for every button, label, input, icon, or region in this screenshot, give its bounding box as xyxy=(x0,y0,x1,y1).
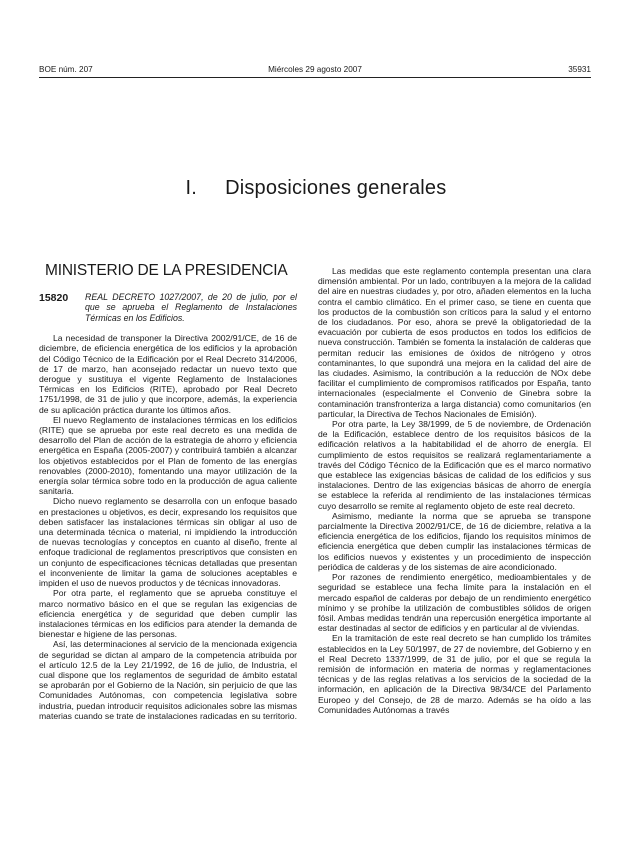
paragraph: Por razones de rendimiento energético, medioambientales y de seguridad se establece una fecha límite para la instalación en el mercado español de calderas por debajo de un rendimiento energético mínimo y se prohíbe la utilización de combustibles sólidos de origen fósil. Ambas medidas tendrán una repercusión energética importante al estar destinadas al sector de edificios y en particular al de viviendas. xyxy=(318,572,591,634)
section-title xyxy=(0,176,632,200)
paragraph: Dicho nuevo reglamento se desarrolla con un enfoque basado en prestaciones u objetivos, es decir, expresando los requisitos que deben satisfacer las instalaciones térmicas sin obligar al uso de una determinada técnica o material, ni impidiendo la introducción de nuevas tecnologías y conceptos en cuanto al diseño, frente al enfoque tradicional de reglamentos prescriptivos que consisten en un conjunto de especificaciones técnicas detalladas que presentan el inconveniente de limitar la gama de soluciones aceptables e impiden el uso de nuevos productos y de técnicas innovadoras. xyxy=(39,496,297,589)
paragraph: Las medidas que este reglamento contempla presentan una clara dimensión ambiental. Por un lado, contribuyen a la mejora de la calidad del aire en nuestras ciudades y, por otro, añaden elementos en la lucha contra el cambio climático. En el primer caso, se tiene en cuenta que los productos de la combustión son críticos para la salud y el entorno de los ciudadanos. Por eso, ahora se prevé la obligatoriedad de la evacuación por cubierta de esos productos en todos los edificios de nueva construcción. También se fomenta la instalación de calderas que permitan reducir las emisiones de óxidos de nitrógeno y otros contaminantes, lo que supondrá una mejora en la calidad del aire de las ciudades. Asimismo, la contribución a la reducción de NOx debe facilitar el cumplimiento de compromisos ratificados por España, tanto internacionales (especialmente el Convenio de Ginebra sobre la contaminación transfronteriza a larga distancia) como comunitarios (en particular, la Directiva de Techos Nacionales de Emisión). xyxy=(318,266,591,419)
header-issue: BOE núm. 207 xyxy=(39,65,93,74)
paragraph: Por otra parte, la Ley 38/1999, de 5 de noviembre, de Ordenación de la Edificación, establece dentro de los requisitos básicos de la edificación relativos a la habitabilidad el de ahorro de energía. El cumplimiento de estos requisitos se realizará reglamentariamente a través del Código Técnico de la Edificación que es el marco normativo que establece las exigencias básicas de calidad de los edificios y sus instalaciones. Dentro de las exigencias básicas de ahorro de energía se establece la referida al rendimiento de las instalaciones térmicas cuyo desarrollo se remite al reglamento objeto de este real decreto. xyxy=(318,419,591,511)
paragraph: La necesidad de transponer la Directiva 2002/91/CE, de 16 de diciembre, de eficiencia energética de los edificios y la aprobación del Código Técnico de la Edificación por el Real Decreto 314/2006, de 17 de marzo, han aconsejado redactar un nuevo texto que derogue y sustituya el vigente Reglamento de Instalaciones Térmicas en los Edificios (RITE), aprobado por Real Decreto 1751/1998, de 31 de julio y que incorpore, además, la experiencia de su aplicación práctica durante los últimos años. xyxy=(39,333,297,415)
paragraph: El nuevo Reglamento de instalaciones térmicas en los edificios (RITE) que se aprueba por este real decreto es una medida de desarrollo del Plan de acción de la estrategia de ahorro y eficiencia energética en España (2005-2007) y contribuirá también a alcanzar los objetivos establecidos por el Plan de fomento de las energías renovables (2000-2010), fomentando una mayor utilización de la energía solar térmica sobre todo en la producción de agua caliente sanitaria. xyxy=(39,414,297,497)
section-name: Disposiciones generales xyxy=(225,177,447,199)
paragraph: En la tramitación de este real decreto se han cumplido los trámites establecidos en la Ley 50/1997, de 27 de noviembre, del Gobierno y en el Real Decreto 1337/1999, de 31 de julio, por el que se regula la remisión de información en materia de normas y reglamentaciones técnicas y de las reglas relativas a los servicios de la sociedad de la información, en aplicación de la Directiva 98/34/CE del Parlamento Europeo y del Consejo, de 28 de marzo. Además se ha oído a las Comunidades Autónomas a través xyxy=(318,633,591,715)
header-date: Miércoles 29 agosto 2007 xyxy=(268,65,362,74)
section-roman: I. xyxy=(185,177,198,199)
left-column xyxy=(39,262,297,721)
decree-title: REAL DECRETO 1027/2007, de 20 de julio, por el que se aprueba el Reglamento de Instalaciones Térmicas en los Edificios. xyxy=(85,292,297,323)
paragraph: Por otra parte, el reglamento que se aprueba constituye el marco normativo básico en el que se regulan las exigencias de eficiencia energética y de seguridad que deben cumplir las instalaciones térmicas en los edificios para atender la demanda de bienestar e higiene de las personas. xyxy=(39,588,297,640)
header-page-number: 35931 xyxy=(568,65,591,74)
decree-number: 15820 xyxy=(39,292,69,304)
running-header xyxy=(39,64,591,76)
right-column xyxy=(318,266,591,715)
paragraph: Así, las determinaciones al servicio de la mencionada exigencia de seguridad se dictan al amparo de la competencia atribuida por el artículo 12.5 de la Ley 21/1992, de 16 de julio, de Industria, el cual dispone que los reglamentos de seguridad de ámbito estatal se aprobarán por el Gobierno de la Nación, sin perjuicio de que las Comunidades Autónomas, con competencia legislativa sobre industria, puedan introducir requisitos adicionales sobre las mismas materias cuando se trate de instalaciones radicadas en su territorio. xyxy=(39,639,297,721)
header-rule xyxy=(39,77,591,78)
decree-entry xyxy=(39,292,297,323)
ministry-heading: MINISTERIO DE LA PRESIDENCIA xyxy=(45,262,288,279)
paragraph: Asimismo, mediante la norma que se aprueba se transpone parcialmente la Directiva 2002/91/CE, de 16 de diciembre, relativa a la eficiencia energética de los edificios, fijando los requisitos mínimos de eficiencia energética que deben cumplir las instalaciones térmicas de los edificios nuevos y existentes y un procedimiento de inspección periódica de calderas y de los sistemas de aire acondicionado. xyxy=(318,510,591,572)
